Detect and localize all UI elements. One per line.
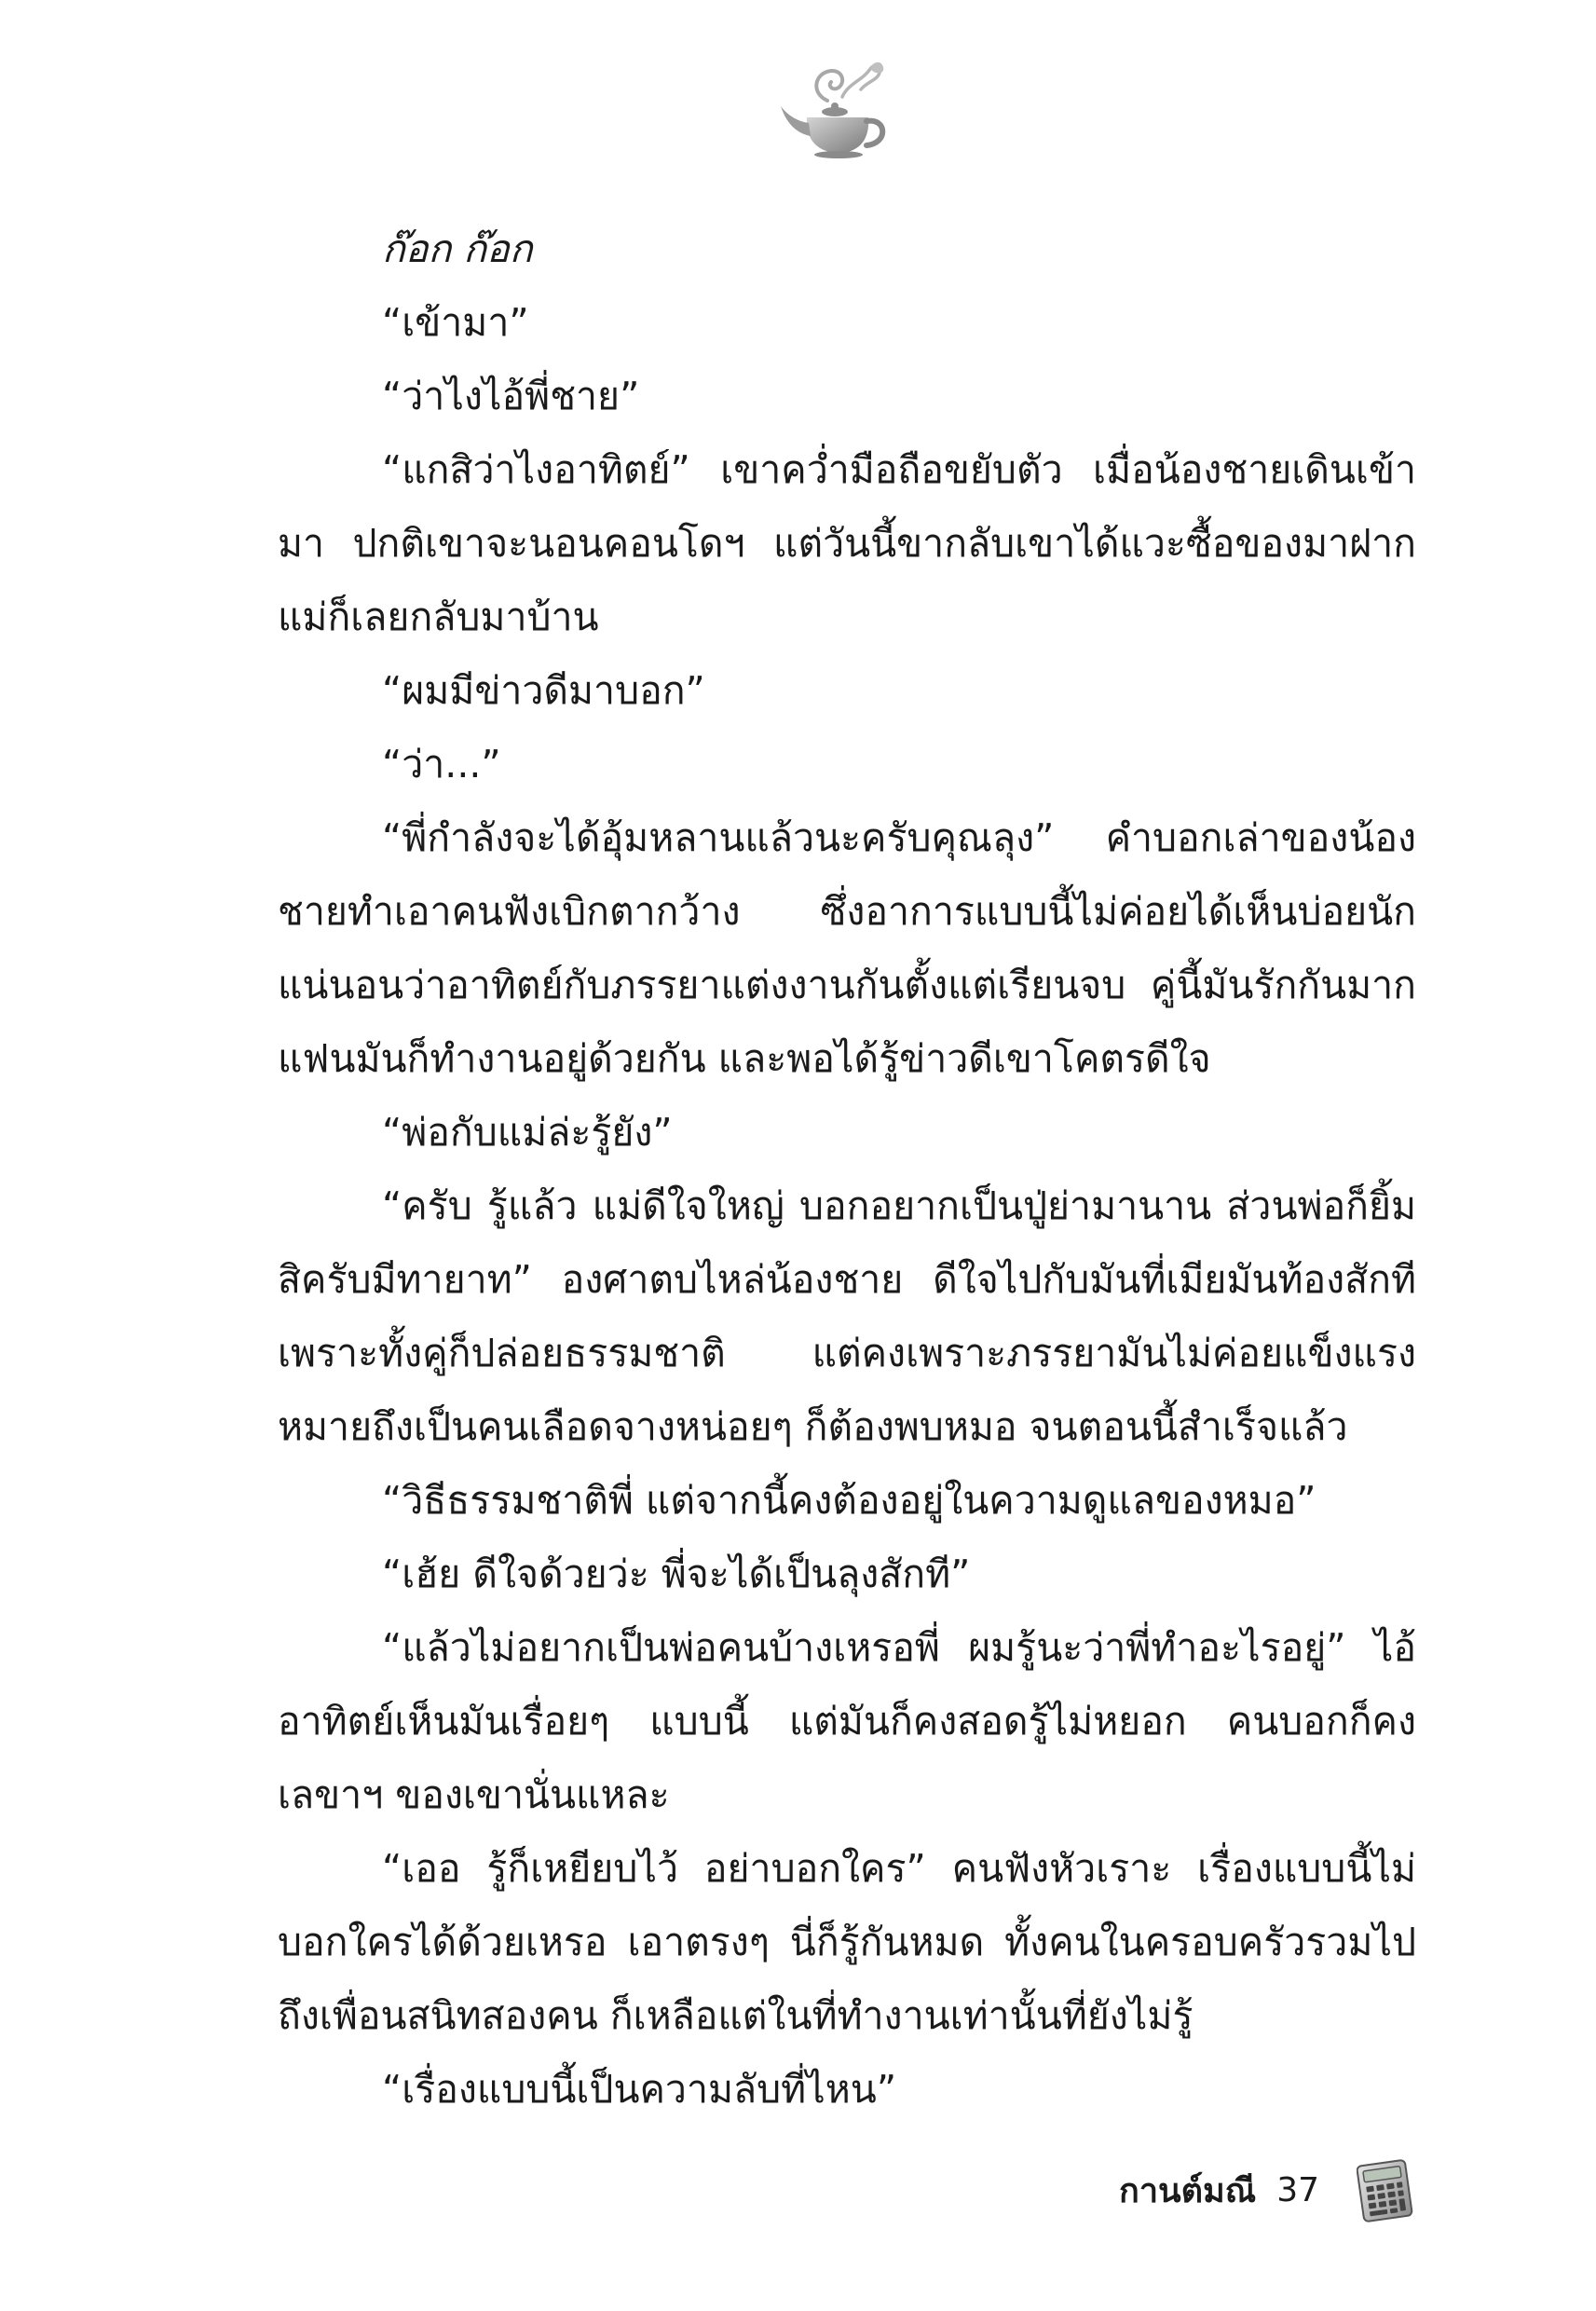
paragraph: “แล้วไม่อยากเป็นพ่อคนบ้างเหรอพี่ ผมรู้นะว่าพี่ทำอะไรอยู่” ไอ้อาทิตย์เห็นมันเรื่อยๆ แบบนี้ แต่มันก็คงสอดรู้ไม่หยอก คนบอกก็คงเลขาฯ ของเขานั่นแหละ [278,1625,1416,1817]
paragraph: ก๊อก ก๊อก [382,226,533,271]
paragraph: “พี่กำลังจะได้อุ้มหลานแล้วนะครับคุณลุง” คำบอกเล่าของน้องชายทำเอาคนฟังเบิกตากว้าง ซึ่งอาการแบบนี้ไม่ค่อยได้เห็นบ่อยนัก แน่นอนว่าอาทิตย์กับภรรยาแต่งงานกันตั้งแต่เรียนจบ คู่นี้มันรักกันมาก แฟนมันก็ทำงานอยู่ด้วยกัน และพอได้รู้ข่าวดีเขาโคตรดีใจ [278,815,1416,1081]
paragraph: “เรื่องแบบนี้เป็นความลับที่ไหน” [382,2067,897,2112]
paragraph: “วิธีธรรมชาติพี่ แต่จากนี้คงต้องอยู่ในความดูแลของหมอ” [382,1478,1316,1523]
footer-author: กานต์มณี [1119,2171,1257,2210]
paragraph: “แกสิว่าไงอาทิตย์” เขาคว่ำมือถือขยับตัว เมื่อน้องชายเดินเข้ามา ปกติเขาจะนอนคอนโดฯ แต่วันนี้ขากลับเขาได้แวะซื้อของมาฝากแม่ก็เลยกลับมาบ้าน [278,447,1416,639]
paragraph: “ผมมีข่าวดีมาบอก” [382,668,705,713]
page-number: 37 [1276,2170,1319,2209]
page-footer [1119,2157,1414,2222]
paragraph: “เออ รู้ก็เหยียบไว้ อย่าบอกใคร” คนฟังหัวเราะ เรื่องแบบนี้ไม่บอกใครได้ด้วยเหรอ เอาตรงๆ นี่ก็รู้กันหมด ทั้งคนในครอบครัวรวมไปถึงเพื่อนสนิทสองคน ก็เหลือแต่ในที่ทำงานเท่านั้นที่ยังไม่รู้ [278,1846,1416,2038]
paragraph: “เข้ามา” [382,300,529,345]
paragraph: “ว่า...” [382,742,501,786]
paragraph: “ครับ รู้แล้ว แม่ดีใจใหญ่ บอกอยากเป็นปู่ย่ามานาน ส่วนพ่อก็ยิ้มสิครับมีทายาท” องศาตบไหล่น้องชาย ดีใจไปกับมันที่เมียมันท้องสักที เพราะทั้งคู่ก็ปล่อยธรรมชาติ แต่คงเพราะภรรยามันไม่ค่อยแข็งแรง หมายถึงเป็นคนเลือดจางหน่อยๆ ก็ต้องพบหมอ จนตอนนี้สำเร็จแล้ว [278,1183,1416,1449]
teapot-ornament-icon [773,56,904,168]
page-body [278,212,1416,2126]
paragraph: “ว่าไงไอ้พี่ชาย” [382,374,640,418]
calculator-icon [1357,2157,1414,2222]
paragraph: “เฮ้ย ดีใจด้วยว่ะ พี่จะได้เป็นลุงสักที” [382,1552,971,1596]
paragraph: “พ่อกับแม่ล่ะรู้ยัง” [382,1110,673,1155]
